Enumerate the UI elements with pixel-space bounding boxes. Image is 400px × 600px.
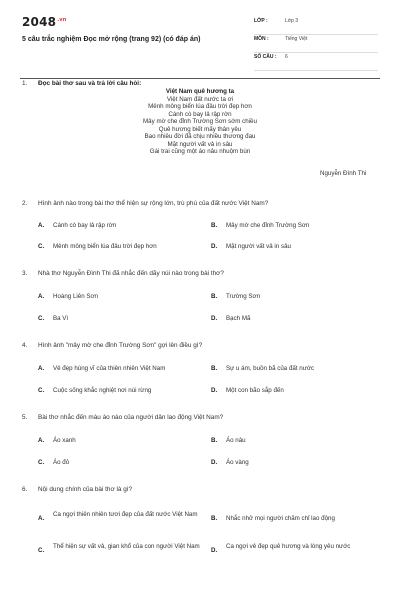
meta-row-count bbox=[254, 53, 378, 71]
meta-value: Tiếng Việt bbox=[285, 36, 308, 42]
option-letter: C. bbox=[38, 459, 45, 466]
meta-label: MÔN : bbox=[254, 36, 269, 42]
option-text: Ca ngợi thiên nhiên tươi đẹp của đất nước Việt Nam bbox=[53, 511, 198, 518]
question-text: Nhà thơ Nguyễn Đình Thi đã nhắc đến dãy núi nào trong bài thơ? bbox=[38, 270, 224, 277]
meta-table bbox=[254, 17, 378, 71]
option-text: Cánh cò bay lả rập rờn bbox=[53, 222, 117, 229]
option-text: Hoàng Liên Sơn bbox=[53, 293, 98, 300]
option-text: Mây mờ che đỉnh Trường Sơn bbox=[226, 222, 310, 229]
option-text: Áo vàng bbox=[226, 459, 249, 466]
question-number: 4. bbox=[22, 342, 28, 349]
option-letter: C. bbox=[38, 243, 45, 250]
option-text: Vẻ đẹp hùng vĩ của thiên nhiên Việt Nam bbox=[53, 365, 166, 372]
poem-line: Việt Nam đất nước ta ơi bbox=[166, 95, 234, 103]
question-number: 3. bbox=[22, 270, 28, 277]
header-divider bbox=[20, 78, 380, 79]
option-text: Ca ngợi vẻ đẹp quê hương và lòng yêu nước bbox=[226, 543, 351, 550]
question-number: 1. bbox=[22, 80, 28, 87]
poem-line: Gái trai cũng một áo nâu nhuộm bùn bbox=[149, 148, 251, 155]
option-text: Áo nâu bbox=[226, 437, 246, 444]
option-letter: A. bbox=[38, 293, 45, 300]
meta-label: LỚP : bbox=[254, 18, 268, 24]
site-logo[interactable] bbox=[22, 15, 67, 29]
poem-line: Quê hương biết mấy thân yêu bbox=[158, 125, 242, 133]
option-letter: D. bbox=[211, 459, 218, 466]
option-letter: B. bbox=[211, 437, 218, 444]
option-letter: A. bbox=[38, 515, 45, 522]
poem-line: Mặt người vất vả in sâu bbox=[167, 140, 233, 148]
option-text: Bạch Mã bbox=[226, 315, 251, 322]
option-letter: C. bbox=[38, 547, 45, 554]
option-letter: A. bbox=[38, 437, 45, 444]
poem-line: Bao nhiêu đời đã chịu nhiều thương đau bbox=[144, 133, 256, 140]
question-number: 5. bbox=[22, 414, 28, 421]
question-text: Hình ảnh "mây mờ che đỉnh Trường Sơn" gợi lên điều gì? bbox=[38, 342, 203, 349]
option-text: Mênh mông biển lúa đâu trời đẹp hơn bbox=[53, 243, 157, 250]
logo-text: 2048 bbox=[22, 15, 57, 29]
question-text: Đọc bài thơ sau và trả lời câu hỏi: bbox=[38, 80, 142, 87]
option-letter: D. bbox=[211, 315, 218, 322]
question-number: 2. bbox=[22, 200, 28, 207]
option-text: Cuộc sống khắc nghiệt nơi núi rừng bbox=[53, 387, 152, 394]
option-text: Ba Vì bbox=[53, 315, 69, 322]
option-text: Nhắc nhở mọi người chăm chỉ lao động bbox=[226, 515, 335, 522]
option-letter: D. bbox=[211, 387, 218, 394]
option-letter: B. bbox=[211, 222, 218, 229]
option-letter: A. bbox=[38, 365, 45, 372]
question-text: Hình ảnh nào trong bài thơ thể hiện sự rộng lớn, trù phú của đất nước Việt Nam? bbox=[38, 200, 269, 207]
option-text: Trường Sơn bbox=[226, 293, 261, 300]
question-text: Nội dung chính của bài thơ là gì? bbox=[38, 486, 133, 493]
option-letter: C. bbox=[38, 387, 45, 394]
document-title: 5 câu trắc nghiệm Đọc mở rộng (trang 92) (có đáp án) bbox=[22, 36, 201, 43]
poem-title: Việt Nam quê hương ta bbox=[165, 88, 235, 95]
option-text: Áo đỏ bbox=[53, 459, 70, 466]
option-letter: A. bbox=[38, 222, 45, 229]
option-letter: D. bbox=[211, 547, 218, 554]
poem-author: Nguyễn Đình Thi bbox=[320, 170, 367, 177]
poem-line: Cánh cò bay lả rập rờn bbox=[168, 110, 232, 118]
question-number: 6. bbox=[22, 486, 28, 493]
meta-value: 6 bbox=[285, 54, 288, 60]
option-letter: B. bbox=[211, 515, 218, 522]
option-letter: D. bbox=[211, 243, 218, 250]
option-text: Một con bão sắp đến bbox=[226, 387, 284, 394]
option-text: Áo xanh bbox=[53, 437, 76, 444]
option-letter: B. bbox=[211, 293, 218, 300]
meta-row-grade bbox=[254, 17, 378, 35]
question-text: Bài thơ nhắc đến màu áo nào của người dân lao động Việt Nam? bbox=[38, 414, 224, 421]
poem bbox=[0, 88, 400, 156]
option-letter: C. bbox=[38, 315, 45, 322]
poem-line: Mênh mông biển lúa đâu trời đẹp hơn bbox=[148, 103, 252, 110]
option-text: Thể hiện sự vất vả, gian khổ của con người Việt Nam bbox=[53, 543, 200, 550]
option-letter: B. bbox=[211, 365, 218, 372]
option-text: Mặt người vất vả in sâu bbox=[226, 243, 291, 250]
logo-suffix: .vn bbox=[57, 17, 67, 23]
meta-value: Lớp 3 bbox=[285, 18, 299, 24]
meta-row-subject bbox=[254, 35, 378, 53]
meta-label: SỐ CÂU : bbox=[254, 54, 277, 60]
poem-line: Mây mờ che đỉnh Trường Sơn sớm chiều bbox=[143, 118, 257, 125]
option-text: Sự u ám, buồn bã của đất nước bbox=[226, 365, 315, 372]
